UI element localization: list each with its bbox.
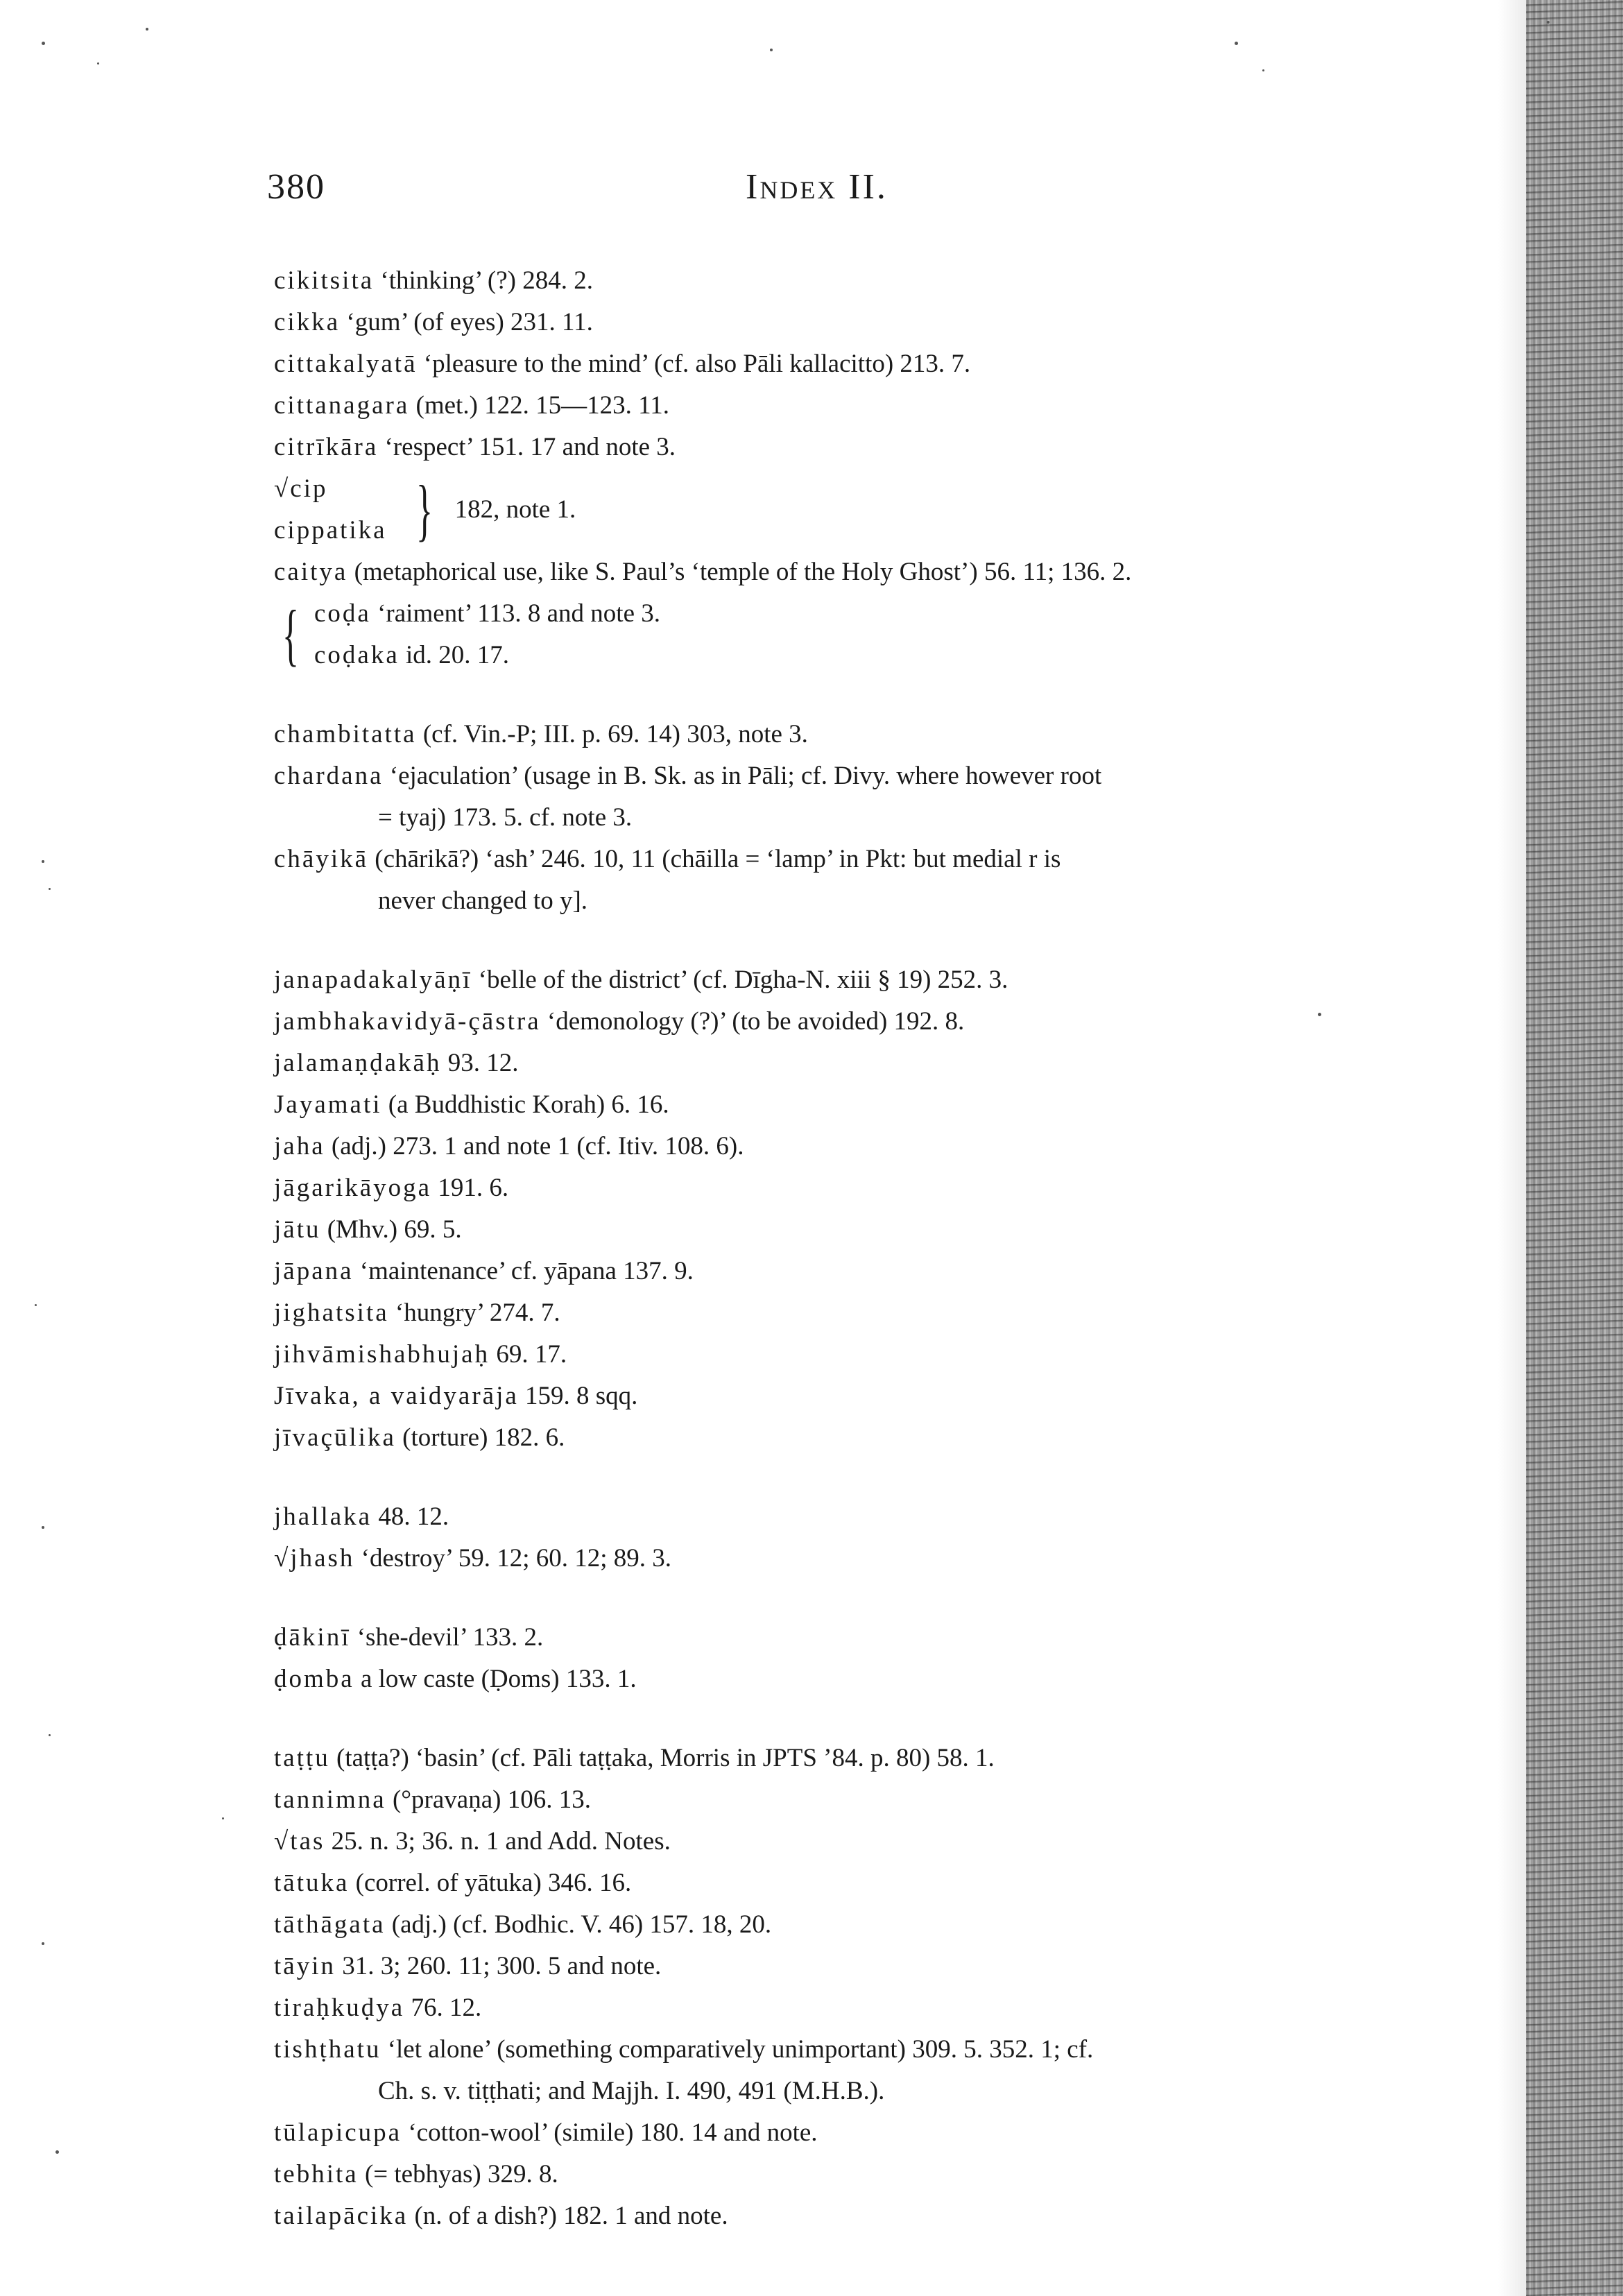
- index-entry-group: [274, 468, 1453, 551]
- entry-headword: jātu: [274, 1215, 321, 1244]
- entry-text: 191. 6.: [431, 1174, 509, 1202]
- index-entry: [274, 755, 1453, 797]
- entry-headword: chambitatta: [274, 720, 417, 748]
- index-entry: [274, 1376, 1453, 1417]
- entry-text: 182, note 1.: [454, 495, 576, 524]
- entry-headword: tiraḥkuḍya: [274, 1994, 405, 2022]
- scan-speck: [42, 860, 44, 863]
- entry-text: (adj.) 273. 1 and note 1 (cf. Itiv. 108. 6).: [325, 1132, 744, 1160]
- index-entry: [274, 1001, 1453, 1043]
- entry-headword: jhallaka: [274, 1502, 372, 1531]
- entry-headword: tebhita: [274, 2160, 359, 2188]
- entry-text: a low caste (Ḍoms) 133. 1.: [354, 1665, 637, 1693]
- scan-speck: [1318, 1013, 1321, 1016]
- entry-text: (adj.) (cf. Bodhic. V. 46) 157. 18, 20.: [385, 1910, 772, 1939]
- entry-text: 31. 3; 260. 11; 300. 5 and note.: [335, 1952, 662, 1980]
- index-entry-continuation: [274, 2071, 1453, 2112]
- entry-text: (= tebhyas) 329. 8.: [358, 2160, 558, 2188]
- entry-headword: janapadakalyāṇī: [274, 966, 472, 994]
- entry-text: 159. 8 sqq.: [518, 1382, 638, 1410]
- entry-text: (correl. of yātuka) 346. 16.: [349, 1869, 632, 1897]
- running-title-text: Index II.: [746, 167, 888, 207]
- entry-text: ‘raiment’ 113. 8 and note 3.: [370, 599, 661, 628]
- index-entry: [274, 1126, 1453, 1167]
- entry-continuation-text: = tyaj) 173. 5. cf. note 3.: [378, 803, 633, 832]
- index-entry: [274, 1821, 1453, 1862]
- entry-text: id. 20. 17.: [399, 641, 510, 669]
- index-entry-continuation: [274, 797, 1453, 839]
- entry-headword: tailapācika: [274, 2202, 409, 2230]
- index-entry: [274, 839, 1453, 880]
- entry-text: 69. 17.: [490, 1340, 567, 1369]
- right-brace: }: [415, 471, 433, 548]
- index-entry: [274, 1417, 1453, 1459]
- entry-text: (taṭṭa?) ‘basin’ (cf. Pāli taṭṭaka, Morris in JPTS ’84. p. 80) 58. 1.: [329, 1744, 995, 1772]
- entry-headword: caitya: [274, 558, 348, 586]
- entry-text: ‘cotton-wool’ (simile) 180. 14 and note.: [402, 2118, 818, 2147]
- index-entry: [274, 1617, 1453, 1659]
- index-entry: [274, 1779, 1453, 1821]
- page-binding-edge: [1526, 0, 1623, 2296]
- left-brace: {: [282, 596, 299, 673]
- index-entry-continuation: [274, 880, 1453, 922]
- scan-speck: [42, 42, 45, 45]
- index-entry: [274, 343, 1453, 385]
- scan-speck: [1547, 21, 1549, 24]
- scan-speck: [49, 888, 51, 890]
- scan-speck: [222, 1817, 224, 1819]
- entry-headword: jihvāmishabhujaḥ: [274, 1340, 490, 1369]
- entry-continuation-text: never changed to y].: [378, 886, 588, 915]
- entry-headword: tāyin: [274, 1952, 336, 1980]
- entry-headword: jāgarikāyoga: [274, 1174, 432, 1202]
- scan-speck: [770, 49, 773, 51]
- entry-headword: jīvaçūlika: [274, 1423, 396, 1452]
- scan-speck: [42, 1942, 44, 1945]
- section-gap: [274, 1579, 1453, 1617]
- index-entry: [274, 1659, 1453, 1700]
- index-entry: [274, 302, 1453, 343]
- entry-text: ‘demonology (?)’ (to be avoided) 192. 8.: [540, 1007, 965, 1036]
- entry-text: (chārikā?) ‘ash’ 246. 10, 11 (chāilla = ‘lamp’ in Pkt: but medial r is: [368, 845, 1061, 873]
- index-entry: [274, 1251, 1453, 1292]
- entry-text: (°pravaṇa) 106. 13.: [386, 1785, 591, 1814]
- index-entry: [274, 1538, 1453, 1579]
- section-gap: [274, 676, 1453, 714]
- entry-headword: ḍomba: [274, 1665, 354, 1693]
- page-header: [267, 166, 1391, 229]
- scan-speck: [49, 1734, 51, 1736]
- entry-headword: √cip: [274, 474, 328, 503]
- entry-text: (n. of a dish?) 182. 1 and note.: [408, 2202, 728, 2230]
- entry-text: ‘ejaculation’ (usage in B. Sk. as in Pāli; cf. Divy. where however root: [383, 762, 1102, 790]
- entry-text: ‘let alone’ (something comparatively unimportant) 309. 5. 352. 1; cf.: [381, 2035, 1094, 2064]
- index-entry-group: [274, 593, 1453, 676]
- index-entry: [274, 1496, 1453, 1538]
- entry-headword: jambhakavidyā-çāstra: [274, 1007, 541, 1036]
- entry-headword: cittanagara: [274, 391, 410, 420]
- index-entry: [274, 1084, 1453, 1126]
- entry-headword: taṭṭu: [274, 1744, 330, 1772]
- index-entry: [274, 551, 1453, 593]
- index-entry: [274, 2195, 1453, 2237]
- entry-headword: tūlapicupa: [274, 2118, 402, 2147]
- scan-speck: [1235, 42, 1238, 45]
- scan-speck: [146, 28, 148, 31]
- entry-text: 25. n. 3; 36. n. 1 and Add. Notes.: [325, 1827, 671, 1856]
- entry-headword: jalamaṇḍakāḥ: [274, 1049, 442, 1077]
- entry-headword: cikka: [274, 308, 341, 336]
- entry-text: 93. 12.: [441, 1049, 519, 1077]
- index-entry: [274, 1292, 1453, 1334]
- scan-speck: [1262, 69, 1264, 71]
- entry-text: ‘thinking’ (?) 284. 2.: [374, 266, 593, 295]
- entry-headword: cippatika: [274, 516, 387, 545]
- section-gap: [274, 1459, 1453, 1496]
- entry-text: (cf. Vin.-P; III. p. 69. 14) 303, note 3.: [416, 720, 808, 748]
- entry-text: (Mhv.) 69. 5.: [320, 1215, 462, 1244]
- scan-speck: [97, 62, 99, 65]
- index-entry: [274, 1043, 1453, 1084]
- index-entry: [274, 1209, 1453, 1251]
- entry-headword: coḍaka: [314, 641, 400, 669]
- index-entry: [274, 959, 1453, 1001]
- scan-speck: [35, 1304, 37, 1306]
- entry-headword: jāpana: [274, 1257, 354, 1285]
- index-entry: [274, 1946, 1453, 1987]
- entry-headword: Jayamati: [274, 1090, 382, 1119]
- grouped-entries: [314, 593, 660, 676]
- entry-headword: jaha: [274, 1132, 325, 1160]
- index-entry: [274, 1862, 1453, 1904]
- entry-text: ‘belle of the district’ (cf. Dīgha-N. xiii § 19) 252. 3.: [472, 966, 1008, 994]
- running-title: [746, 166, 888, 207]
- index-entry: [274, 427, 1453, 468]
- index-entries: [274, 260, 1453, 2237]
- entry-headword: √jhash: [274, 1544, 355, 1573]
- entry-text: ‘pleasure to the mind’ (cf. also Pāli kallacitto) 213. 7.: [417, 350, 971, 378]
- entry-headword: citrīkāra: [274, 433, 379, 461]
- entry-headword: ḍākinī: [274, 1623, 351, 1652]
- index-entry: [274, 1738, 1453, 1779]
- index-entry: [274, 2154, 1453, 2195]
- index-entry: [274, 714, 1453, 755]
- entry-text: (torture) 182. 6.: [395, 1423, 565, 1452]
- entry-text: (met.) 122. 15—123. 11.: [409, 391, 670, 420]
- entry-headword: tishṭhatu: [274, 2035, 381, 2064]
- entry-text: ‘respect’ 151. 17 and note 3.: [378, 433, 676, 461]
- index-entry: [314, 635, 660, 676]
- grouped-headwords: [274, 468, 387, 551]
- entry-continuation-text: Ch. s. v. tiṭṭhati; and Majjh. I. 490, 491 (M.H.B.).: [378, 2077, 885, 2105]
- scan-speck: [55, 2150, 59, 2154]
- entry-text: ‘maintenance’ cf. yāpana 137. 9.: [353, 1257, 694, 1285]
- entry-headword: cikitsita: [274, 266, 375, 295]
- entry-text: ‘she-devil’ 133. 2.: [350, 1623, 544, 1652]
- entry-text: 76. 12.: [404, 1994, 482, 2022]
- entry-headword: cittakalyatā: [274, 350, 418, 378]
- entry-headword: coḍa: [314, 599, 371, 628]
- index-entry: [274, 1167, 1453, 1209]
- entry-text: (metaphorical use, like S. Paul’s ‘temple of the Holy Ghost’) 56. 11; 136. 2.: [347, 558, 1132, 586]
- entry-headword: tannimna: [274, 1785, 386, 1814]
- entry-headword: Jīvaka, a vaidyarāja: [274, 1382, 519, 1410]
- index-entry: [274, 385, 1453, 427]
- index-entry: [274, 260, 1453, 302]
- section-gap: [274, 922, 1453, 959]
- entry-text: 48. 12.: [372, 1502, 449, 1531]
- entry-text: ‘gum’ (of eyes) 231. 11.: [340, 308, 593, 336]
- index-entry: [274, 1334, 1453, 1376]
- index-entry: [274, 2029, 1453, 2071]
- page-number: 380: [267, 167, 325, 207]
- entry-headword: chardana: [274, 762, 384, 790]
- entry-text: ‘hungry’ 274. 7.: [388, 1299, 560, 1327]
- index-entry: [274, 1987, 1453, 2029]
- entry-headword: tāthāgata: [274, 1910, 386, 1939]
- index-entry: [274, 1904, 1453, 1946]
- scan-speck: [42, 1526, 44, 1529]
- entry-headword: chāyikā: [274, 845, 369, 873]
- section-gap: [274, 1700, 1453, 1738]
- entry-headword: tātuka: [274, 1869, 350, 1897]
- entry-text: (a Buddhistic Korah) 6. 16.: [381, 1090, 669, 1119]
- index-entry: [314, 593, 660, 635]
- entry-text: ‘destroy’ 59. 12; 60. 12; 89. 3.: [354, 1544, 672, 1573]
- entry-headword: jighatsita: [274, 1299, 389, 1327]
- index-entry: [274, 2112, 1453, 2154]
- entry-headword: √tas: [274, 1827, 325, 1856]
